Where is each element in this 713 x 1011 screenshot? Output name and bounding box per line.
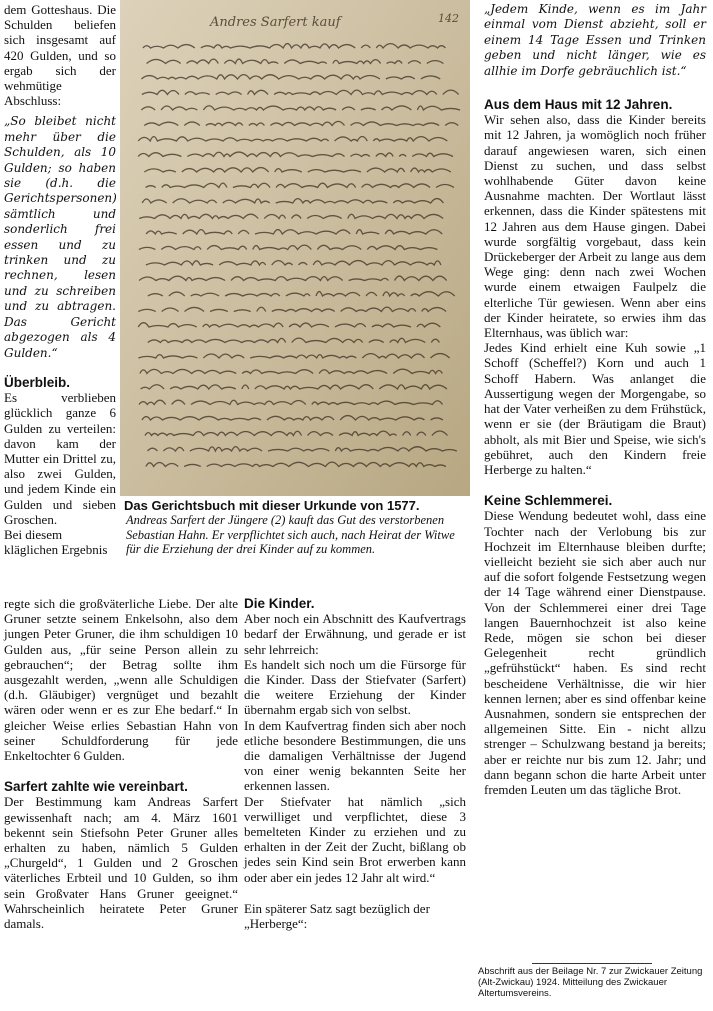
quote: „So bleibet nicht mehr über die Schulden, als 10 Gulden; so haben sie (d.h. die Gerichtspersonen) sämtlich und sonderlich frei essen und zu trinken und zu rechnen, lesen und zu schreiben und zu abtragen. Das Gericht abgezogen als 4 Gulden.“ <box>4 114 117 360</box>
footnote-divider <box>532 963 652 964</box>
caption-title: Das Gerichtsbuch mit dieser Urkunde von 1577. <box>124 498 420 513</box>
heading-aus-dem-haus: Aus dem Haus mit 12 Jahren. <box>484 97 673 113</box>
caption-text: Andreas Sarfert der Jüngere (2) kauft das Gut des verstorbenen Sebastian Hahn. Er verpflichtet sich auch, nach Heirat der Witwe für die Erziehung der drei Kinder auf zu kommen. <box>126 513 455 557</box>
heading-die-kinder: Die Kinder. <box>244 596 315 611</box>
paragraph: Ein späterer Satz sagt bezüglich der „Herberge“: <box>244 900 430 932</box>
paragraph: Jedes Kind erhielt eine Kuh sowie „1 Schoff (Scheffel?) Korn und auch 1 Schoff Habern. Was anlanget die Aussertigung wegen der Morgengabe, so hat der Vater verheißen zu dem Frühstück, wenn er sie (der Bräutigam die Braut) abholt, als mit Bier und Speise, wie sich's gebühret, auch den Kindern freie Herberge zu halten.“ <box>484 340 706 477</box>
svg-text:Andres Sarfert kauf: Andres Sarfert kauf <box>210 15 341 30</box>
paragraph: Bei diesem kläglichen Ergebnis <box>4 526 108 558</box>
svg-text:142: 142 <box>438 12 459 25</box>
column-left <box>4 2 116 557</box>
heading-ueberbleib: Überbleib. <box>4 374 71 390</box>
paragraph: Der Bestimmung kam Andreas Sarfert gewissenhaft nach; am 4. März 1601 bekennt sein Stiefsohn Peter Gruner alles erhalten zu haben, nämlich 5 Gulden „Churgeld“, 1 Gulden und 2 Groschen väterliches Erbteil und 10 Gulden, so ihm sein Großvater Hans Gruner geeignet.“ Wahrscheinlich heiratete Peter Gruner damals. <box>4 794 238 932</box>
paragraph: regte sich die großväterliche Liebe. Der alte Gruner setzte seinem Enkelsohn, also dem jungen Peter Gruner, die ihm schuldigen 10 Gulden aus, „für seine Person allein zu gebrauchen“; der Betrag sollte ihm ausgezahlt werden, „wenn alle Schuldigen (d.h. Gläubiger) vergnüget und bezahlt wären oder wenn er es zur Ehe bedarf.“ In gleicher Weise erlies Sebastian Hahn von seiner Schuldforderung für jede Enkeltochter 6 Gulden. <box>4 596 238 764</box>
heading-keine-schlemmerei: Keine Schlemmerei. <box>484 493 613 509</box>
heading-sarfert: Sarfert zahlte wie vereinbart. <box>4 779 188 795</box>
paragraph: dem Gotteshaus. Die Schulden beliefen sich insgesamt auf 420 Gulden, und so ergab sich der wehmütige Abschluss: <box>4 2 116 109</box>
footnote: Abschrift aus der Beilage Nr. 7 zur Zwickauer Zeitung (Alt-Zwickau) 1924. Mitteilung des Zwickauer Altertumsvereins. <box>478 966 703 999</box>
column-left-lower <box>4 596 238 931</box>
quote: „Jedem Kinde, wenn es im Jahr einmal vom Dienst abzieht, soll er einem 14 Tage Essen und Trinken geben und nicht länger, wie es allhie im Dorfe gebräuchlich ist.“ <box>484 2 706 78</box>
paragraph: Es verblieben glücklich ganze 6 Gulden zu verteilen: davon kam der Mutter ein Drittel zu, also zwei Gulden, und jedem Kinde ein Gulden und sieben Groschen. <box>4 390 116 527</box>
paragraph: Diese Wendung bedeutet wohl, dass eine Tochter nach der Verlobung bis zur Hochzeit im Elternhause bleiben durfte; vielleicht bezieht sie sich aber auch nur auf die sofort folgende Festsetzung wegen der 14 Tage während einer Dienstpause. Von der Schlemmerei einer drei Tage langen Bauernhochzeit ist also keine Rede, mögen sie schon bei dieser Gelegenheit recht gründlich „gefrühstückt“ haben. Es sind recht bescheidene Verhältnisse, die wir hier kennen lernen; aber es sind offenbar keine Ausnahmen, sondern sie entsprechen der allgemeinen Sitte. Ein - nicht allzu strenger – Schulzwang bestand ja bereits; aber er reichte nur bis zum 12. Jahr; und dann begann schon die harte Arbeit unter fremden Leuten um das tägliche Brot. <box>484 508 706 797</box>
paragraph: Der Stiefvater hat nämlich „sich verwilliget und verpflichtet, diese 3 bemelteten Kinder zu erziehen und zu erhalten in der Zeit der Zucht, bißlang ob jedes sein Kind sein Brot erwerben kann oder aber ein jedes 12 Jahr alt wird.“ <box>244 793 466 885</box>
paragraph: Es handelt sich noch um die Fürsorge für die Kinder. Dass der Stiefvater (Sarfert) die weitere Erziehung der Kinder übernahm ergab sich von selbst. <box>244 656 466 718</box>
paragraph: Aber noch ein Abschnitt des Kaufvertrags bedarf der Erwähnung, und gerade er ist sehr lehrreich: <box>244 611 466 657</box>
court-book-photo <box>120 0 470 496</box>
paragraph: In dem Kaufvertrag finden sich aber noch etliche besondere Bestimmungen, die uns die damaligen Verhältnisse der Jugend von einer wenig bekannten Seite her erkennen lassen. <box>244 717 466 794</box>
photo-caption <box>124 498 470 557</box>
handwriting-image <box>120 0 470 496</box>
paragraph: Wir sehen also, dass die Kinder bereits mit 12 Jahren, ja womöglich noch früher darauf angewiesen waren, sich einen Dienst zu suchen, und dass selbst wohlhabende Güter davon keine Ausnahme machten. Der Wortlaut lässt erkennen, dass die Kinder spätestens mit 12 Jahren aus dem Hause gingen. Dabei wurde sorgfältig vorgebaut, dass kein Drückeberger der Arbeit zu lange aus dem Wege ging: denn nach zwei Wochen wurde einem etwaigen Faulpelz die elterliche Tür gewiesen. Wenn aber eins der Kinder heiratete, so erwies ihm das Elternhaus, was üblich war: <box>484 112 706 341</box>
column-middle <box>244 596 466 931</box>
column-right <box>484 2 706 797</box>
